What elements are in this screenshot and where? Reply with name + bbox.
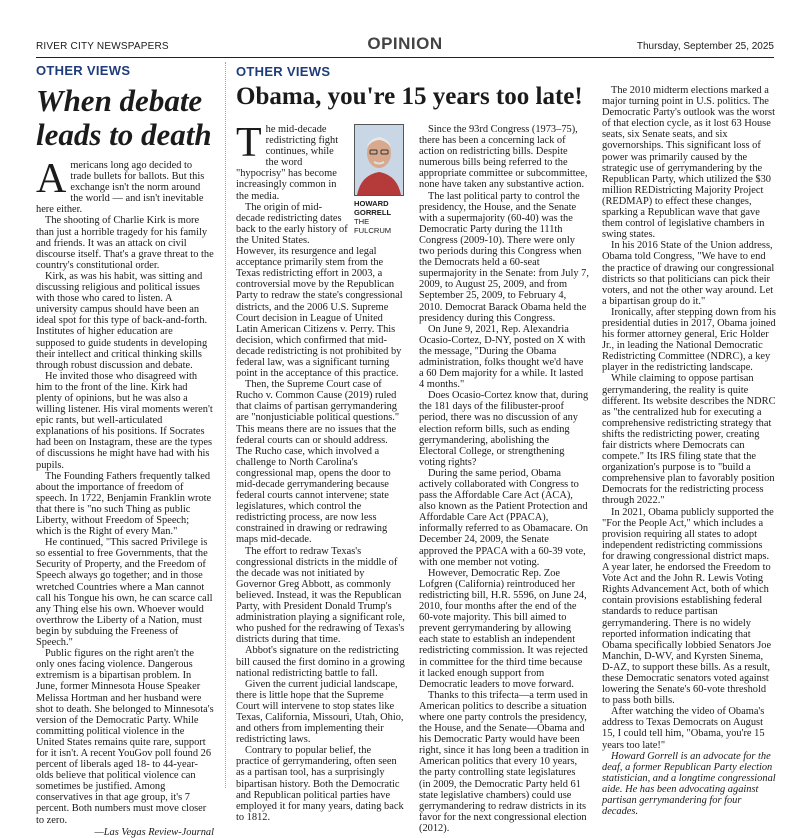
paragraph: He invited those who disagreed with him to the front of the line. Kirk had plenty of opinions, but he was also a willing listener. His viral moments weren't epic rants, but well-articulated explanations of his positions. If Socrates had been on Instagram, these are the types of discussions he might have had with his pupils. bbox=[36, 370, 213, 471]
paragraph: Since the 93rd Congress (1973–75), there has been a concerning lack of action on redistricting bills. Despite numerous bills being referred to the appropriate committee or subcommittee, none have taken any substantive action. bbox=[419, 124, 588, 191]
paragraph: The mid-decade redistricting fight continues, while the word "hypocrisy" has become increasingly common in the media. bbox=[236, 120, 339, 202]
paper-name: RIVER CITY NEWSPAPERS bbox=[36, 41, 169, 52]
author-photo-box bbox=[354, 124, 406, 235]
paragraph: Americans long ago decided to trade bullets for ballots. But this exchange isn't the norm around the world — and isn't inevitable here either. bbox=[36, 156, 205, 216]
left-headline: When debate leads to death bbox=[36, 83, 212, 152]
paragraph: Then, the Supreme Court case of Rucho v. Common Cause (2019) ruled that claims of partisan gerrymandering are "nonjusticiable political questions." This means there are no issues that the federal courts can or should address. The Rucho case, which involved a challenge to North Carolina's congressional map, opens the door to mid-decade gerrymandering because federal courts cannot intervene; state legislatures, which control the redistricting process, are now less constrained in drawing or redrawing maps mid-decade. bbox=[236, 379, 400, 546]
drop-cap: A bbox=[36, 156, 67, 202]
left-article bbox=[36, 63, 214, 838]
drop-cap: T bbox=[236, 120, 262, 166]
main-headline: Obama, you're 15 years too late! bbox=[236, 83, 583, 110]
masthead-rule bbox=[36, 57, 774, 58]
paragraph: Given the current judicial landscape, there is little hope that the Supreme Court will intervene to stop states like Texas, California, Missouri, Utah, Ohio, and others from implementing their redistricting laws. bbox=[236, 678, 404, 746]
main-column-3 bbox=[602, 85, 776, 817]
left-kicker: OTHER VIEWS bbox=[36, 63, 131, 78]
author-affiliation: THE FULCRUM bbox=[354, 217, 392, 235]
paragraph: After watching the video of Obama's address to Texas Democrats on August 15, I could tell him, "Obama, you're 15 years too late!" bbox=[602, 706, 765, 751]
author-name: HOWARD GORRELL bbox=[354, 199, 392, 217]
paragraph: However, Democratic Rep. Zoe Lofgren (California) reintroduced her redistricting bill, H.R. 5596, on June 24, 2010, four months after the end of the 60-vote majority. This bill aimed to prevent gerrymandering by allowing each state to establish an independent redistricting commission. It was rejected in committee for the third time because it lacked enough support from Democratic leaders to move forward. bbox=[419, 567, 588, 690]
paragraph: During the same period, Obama actively collaborated with Congress to pass the Affordable Care Act (ACA), also known as the Patient Protection and Affordable Care Act (PPACA), informally referred to as Obamacare. On December 24, 2009, the Senate approved the PPACA with a 60-39 vote, with one member not voting. bbox=[419, 467, 589, 568]
paragraph: Kirk, as was his habit, was sitting and discussing religious and political issues with those who cared to listen. A university campus should have been an ideal spot for this type of back-and-forth. Institutes of higher education are supposed to guide students in developing their intellect and critical thinking skills through robust discussion and debate. bbox=[36, 270, 208, 371]
author-photo bbox=[354, 124, 404, 196]
paragraph: The 2010 midterm elections marked a major turning point in U.S. politics. The Democratic Party's outlook was the worst of that election cycle, as it lost 63 House seats, six Senate seats, and six governorships. This significant loss of power was primarily caused by the strategic use of gerrymandering by the Republican Party, which utilized the $30 million REDistricting Majority Project (REDMAP) to effect these changes, sparking a Republican wave that gave them control of legislative chambers in swing states. bbox=[602, 85, 775, 241]
paragraph: He continued, "This sacred Privilege is so essential to free Governments, that the Security of Property, and the Freedom of Speech always go together; and in those wretched Countries where a Man cannot call his Tongue his own, he can scarce call any Thing else his own. Whoever would overthrow the Liberty of a Nation, must begin by subduing the Freeness of Speech." bbox=[36, 537, 213, 649]
paragraph: The last political party to control the presidency, the House, and the Senate with a supermajority (60-40) was the Democratic Party during the 111th Congress (2009-10). There were only two periods during this Congress when the Democrats held a 60-seat supermajority in the Senate: from July 7, 2009, to August 25, 2009, and from September 25, 2009, to February 4, 2010. Democrat Barack Obama held the presidency during this Congress. bbox=[419, 190, 589, 324]
paragraph: Does Ocasio-Cortez know that, during the 181 days of the filibuster-proof period, there was no discussion of any election reform bills, such as ending gerrymandering, abolishing the Electoral College, or strengthening voting rights? bbox=[419, 390, 589, 468]
paragraph: Ironically, after stepping down from his presidential duties in 2017, Obama joined his former attorney general, Eric Holder Jr., in leading the National Democratic Redistricting Committee (NDRC), a key player in the redistricting landscape. bbox=[602, 306, 776, 374]
paragraph: The Founding Fathers frequently talked about the importance of freedom of speech. In 1722, Benjamin Franklin wrote that there is "no such Thing as public Liberty, without Freedom of Speech; which is the Right of every Man." bbox=[36, 470, 212, 538]
issue-date: Thursday, September 25, 2025 bbox=[636, 41, 774, 52]
main-kicker: OTHER VIEWS bbox=[236, 64, 331, 79]
paragraph: Abbot's signature on the redistricting bill caused the first domino in a growing national redistricting battle to fall. bbox=[236, 645, 405, 679]
paragraph: Contrary to popular belief, the practice of gerrymandering, often seen as a partisan tool, has a surprisingly bipartisan history. Both the Democratic and Republican political parties have employed it for many years, dating back to 1812. bbox=[236, 745, 404, 823]
paragraph: Thanks to this trifecta—a term used in American politics to describe a situation where one party controls the presidency, the House, and the Senate—Obama and his Democratic Party would have been right, since it has long been a tradition in American politics that every 10 years, the party controlling state legislatures (in 2009, the Democratic Party held 61 state legislative chambers) could use gerrymandering to redraw districts in its favor for the next congressional election (2012). bbox=[419, 689, 589, 834]
paragraph: On June 9, 2021, Rep. Alexandria Ocasio-Cortez, D-NY, posted on X with the message, "During the Obama administration, folks thought we'd have a 60 Dem majority for a while. It lasted 4 months." bbox=[419, 323, 586, 391]
author-portrait-icon bbox=[355, 125, 403, 195]
left-body bbox=[36, 156, 214, 838]
section-title: OPINION bbox=[367, 34, 443, 53]
main-column-2 bbox=[419, 124, 589, 834]
paragraph: While claiming to oppose partisan gerrymandering, the reality is quite different. Its website describes the NDRC as "the centralized hub for executing a comprehensive redistricting strategy that shifts the redistricting power, creating fair districts where Democrats can compete." Its IRS filing state that the organization's purpose is to "build a comprehensive plan to favorably position Democrats for the redistricting process through 2022." bbox=[602, 373, 776, 507]
paragraph: The shooting of Charlie Kirk is more than just a horrible tragedy for his family and friends. It was an attack on civil discourse itself. That's a grave threat to the country's constitutional order. bbox=[36, 215, 214, 271]
paragraph: The origin of mid-decade redistricting dates back to the early history of the United States. However, its resurgence and legal acceptance primarily stem from the Texas redistricting effort in 2003, a controversial move by the Republican Party to redraw the state's congressional districts, and the 2006 U.S. Supreme Court decision in League of United Latin American Citizens v. Perry. This decision, which confirmed that mid-decade redistricting is not prohibited by federal law, was a significant turning point in the acceptance of this practice. bbox=[236, 201, 403, 380]
left-signature: —Las Vegas Review-Journal bbox=[94, 826, 214, 838]
main-column-1 bbox=[236, 120, 406, 823]
paragraph: Public figures on the right aren't the only ones facing violence. Dangerous extremism is a bipartisan problem. In June, former Minnesota House Speaker Melissa Hortman and her husband were shot to death. She belonged to Minnesota's version of the Democratic Party. While committing political violence in the United States remains quite rare, support for it isn't. A recent YouGov poll found 26 percent of liberals aged 18- to 44-year-olds believe that political violence can sometimes be justified. Among conservatives in that age group, it's 7 percent. Both numbers must move closer to zero. bbox=[36, 648, 214, 826]
author-bio: Howard Gorrell is an advocate for the deaf, a former Republican Party election statistician, and a longtime congressional aide. He has been advocating against partisan gerrymandering for four decades. bbox=[602, 750, 776, 818]
column-divider bbox=[225, 62, 226, 788]
paragraph: In his 2016 State of the Union address, Obama told Congress, "We have to end the practice of drawing our congressional districts so that politicians can pick their voters, and not the other way around. Let a bipartisan group do it." bbox=[602, 240, 775, 307]
paragraph: In 2021, Obama publicly supported the "For the People Act," which includes a provision requiring all states to adopt independent redistricting commissions for drawing congressional district maps. A year later, he endorsed the Freedom to Vote Act and the John R. Lewis Voting Rights Advancement Act, both of which contain provisions establishing federal standards to reduce partisan gerrymandering. There is no widely reported information indicating that Obama specifically lobbied Senators Joe Manchin, D-WV, and Kyrsten Sinema, D-AZ, to support these bills. As a result, these Democratic senators voted against lowering the Senate's 60-vote threshold to pass both bills. bbox=[602, 506, 774, 707]
masthead bbox=[36, 34, 774, 54]
paragraph: The effort to redraw Texas's congressional districts in the middle of the decade was not initiated by Governor Greg Abbott, as commonly believed. Instead, it was the Republican Party, with President Donald Trump's administration playing a significant role, who pushed for the redrawing of Texas's districts during that time. bbox=[236, 545, 405, 646]
